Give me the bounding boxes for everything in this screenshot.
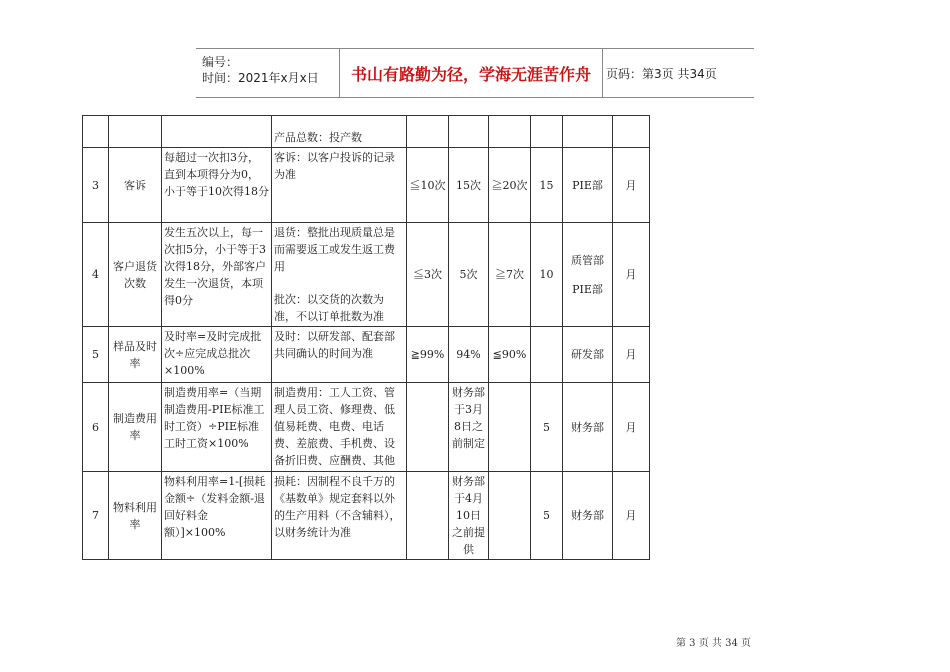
cell-no: 7 [83,472,109,560]
table-row [83,148,650,223]
cell-challenge: 94% [449,327,489,383]
cell-definition: 客诉：以客户投诉的记录为准 [272,148,407,223]
table-row [83,472,650,560]
cell-item: 客户退货次数 [109,223,162,327]
cell-item: 物料利用率 [109,472,162,560]
cell-target: 财务部于3月8日之前制定 [449,383,489,472]
cell-no: 6 [83,383,109,472]
cell-item: 制造费用率 [109,383,162,472]
page-footer: 第 3 页 共 34 页 [676,638,751,649]
cell-period [613,116,650,148]
cell-weight: 15 [531,148,563,223]
table-row [83,116,650,148]
dept-quality: 质管部 [571,253,604,267]
cell-dept [563,116,613,148]
cell-dept: 财务部 [563,472,613,560]
cell-target: 财务部于4月10日之前提供 [449,472,489,560]
cell-limit: ≧20次 [489,148,531,223]
cell-definition: 制造费用：工人工资、管理人员工资、修理费、低值易耗费、电费、电话费、差旅费、手机费、设备折旧费、应酬费、其他 [272,383,407,472]
cell-item [109,116,162,148]
cell-period: 月 [613,148,650,223]
table-row [83,383,650,472]
cell-period: 月 [613,472,650,560]
cell-definition [272,223,407,327]
cell-target: ≦3次 [407,223,449,327]
cell-definition: 产品总数：投产数 [272,116,407,148]
page-header [196,48,754,98]
cell-scoring: 发生五次以上，每一次扣5分，小于等于3次得18分，外部客户发生一次退货，本项得0分 [162,223,272,327]
cell-weight: 5 [531,472,563,560]
cell-no: 5 [83,327,109,383]
cell-item: 客诉 [109,148,162,223]
table-row [83,327,650,383]
cell-target: ≦10次 [407,148,449,223]
cell-dept: 财务部 [563,383,613,472]
cell-weight: 10 [531,223,563,327]
cell-limit: ≦90% [489,327,531,383]
cell-item: 样品及时率 [109,327,162,383]
cell-no: 4 [83,223,109,327]
definition-batch: 批次：以交货的次数为准，不以订单批数为准 [274,293,384,323]
cell-target-empty [407,383,449,472]
cell-weight [531,116,563,148]
cell-period: 月 [613,383,650,472]
motto-text: 书山有路勤为径，学海无涯苦作舟 [339,49,603,97]
cell-limit [489,472,531,560]
cell-definition: 损耗：因制程不良千万的《基数单》规定套料以外的生产用料（不含辅料），以财务统计为准 [272,472,407,560]
header-meta [196,49,339,97]
cell-target: ≧99% [407,327,449,383]
cell-scoring: 物料利用率=1-[损耗金额÷（发料金额-退回好料金额）]×100% [162,472,272,560]
cell-dept: PIE部 [563,148,613,223]
cell-scoring: 每超过一次扣3分，直到本项得分为0，小于等于10次得18分 [162,148,272,223]
cell-scoring: 制造费用率=（当期制造费用-PIE标准工时工资）÷PIE标准工时工资×100% [162,383,272,472]
cell-weight: 5 [531,383,563,472]
cell-dept [563,223,613,327]
cell-period: 月 [613,223,650,327]
cell-definition: 及时：以研发部、配套部共同确认的时间为准 [272,327,407,383]
cell-scoring: 及时率=及时完成批次÷应完成总批次×100% [162,327,272,383]
cell-challenge: 5次 [449,223,489,327]
cell-challenge [449,116,489,148]
table-row [83,223,650,327]
number-label: 编号： [202,55,239,69]
definition-return: 退货：整批出现质量总是而需要返工或发生返工费用 [274,226,395,273]
kpi-table [82,115,650,560]
dept-pie: PIE部 [572,282,603,296]
cell-period: 月 [613,327,650,383]
cell-limit: ≧7次 [489,223,531,327]
cell-limit [489,116,531,148]
page-count-label: 页码：第3页 共34页 [606,66,717,81]
time-label: 时间：2021年x月x日 [202,71,319,85]
cell-target-empty [407,472,449,560]
cell-no [83,116,109,148]
cell-challenge: 15次 [449,148,489,223]
cell-limit [489,383,531,472]
cell-target [407,116,449,148]
cell-no: 3 [83,148,109,223]
cell-weight [531,327,563,383]
cell-scoring [162,116,272,148]
cell-dept: 研发部 [563,327,613,383]
